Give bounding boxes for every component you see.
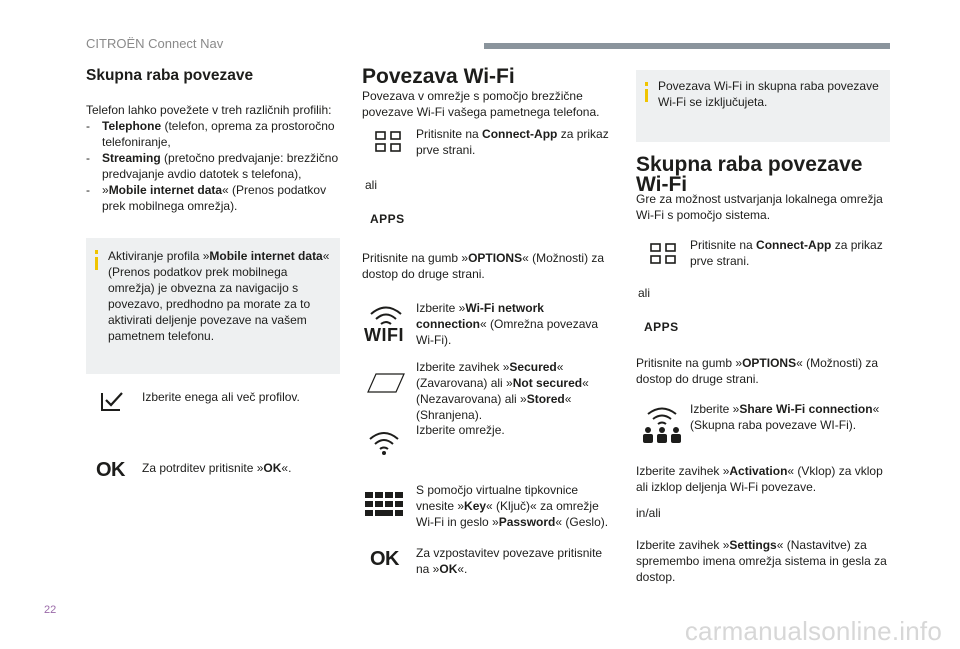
keyboard-icon <box>365 492 405 520</box>
share-wifi-icon <box>640 404 684 446</box>
apps-button-icon: APPS <box>370 212 405 226</box>
header-title: CITROËN Connect Nav <box>86 36 224 51</box>
page-number: 22 <box>44 604 57 616</box>
info-icon <box>645 82 648 86</box>
tab-parallelogram-icon <box>366 372 406 394</box>
middle-step-connect-ok: Za vzpostavitev povezave pritisnite na »OK«. <box>416 546 603 576</box>
info-note-mobile-data <box>86 238 340 374</box>
right-step-connect-app: Pritisnite na Connect-App za prikaz prve strani. <box>690 238 883 268</box>
left-intro: Telefon lahko povežete v treh različnih profilih: <box>86 103 332 117</box>
ok-icon: OK <box>96 459 125 481</box>
middle-step-connect-app: Pritisnite na Connect-App za prikaz prve strani. <box>416 127 609 157</box>
right-or-label-2: in/ali <box>636 506 661 520</box>
header-bar <box>484 43 890 49</box>
middle-step-wifi-network: Izberite »Wi-Fi network connection« (Omrežna povezava Wi-Fi). <box>416 301 599 347</box>
wifi-network-icon <box>368 430 400 456</box>
middle-heading: Povezava Wi-Fi <box>362 65 515 88</box>
profile-item-mobile-data: - »Mobile internet data« (Prenos podatkov prek mobilnega omrežja). <box>86 183 327 213</box>
step-confirm-ok: Za potrditev pritisnite »OK«. <box>142 461 292 475</box>
step-select-profiles: Izberite enega ali več profilov. <box>142 390 300 404</box>
middle-step-enter-key: S pomočjo virtualne tipkovnice vnesite »Key« (Ključ)« za omrežje Wi-Fi in geslo »Password« (Geslo). <box>416 483 609 529</box>
right-step-settings: Izberite zavihek »Settings« (Nastavitve) za spremembo imena omrežja sistema in gesla za dostop. <box>636 538 887 584</box>
wifi-icon-label: WIFI <box>364 325 404 345</box>
info-note-text: Aktiviranje profila »Mobile internet data« (Prenos podatkov prek mobilnega omrežja) je obvezna za navigacijo s povezavo, predhodno pa morate za to aktivirati deljenje povezave na vašem pametnem telefonu. <box>108 249 330 343</box>
watermark: carmanualsonline.info <box>684 616 942 646</box>
profile-item-streaming: - Streaming (pretočno predvajanje: brezžično predvajanje avdio datotek s telefona), <box>86 151 339 181</box>
apps-button-icon: APPS <box>644 320 679 334</box>
info-icon <box>95 250 98 254</box>
right-step-activation: Izberite zavihek »Activation« (Vklop) za vklop ali izklop deljenja Wi-Fi povezave. <box>636 464 883 494</box>
middle-intro: Povezava v omrežje s pomočjo brezžične povezave Wi-Fi vašega pametnega telefona. <box>362 89 600 119</box>
right-heading-line1: Skupna raba povezave <box>636 153 863 176</box>
ok-icon: OK <box>370 548 399 570</box>
info-note-text: Povezava Wi-Fi in skupna raba povezave Wi-Fi se izključujeta. <box>658 79 879 109</box>
middle-step-select-tab: Izberite zavihek »Secured« (Zavarovana) ali »Not secured« (Nezavarovana) ali »Stored« (Shranjena). <box>416 360 589 422</box>
middle-step-options: Pritisnite na gumb »OPTIONS« (Možnosti) za dostop do druge strani. <box>362 251 605 281</box>
connect-app-grid-icon <box>375 131 401 153</box>
profile-item-telephone: - Telephone (telefon, oprema za prostoročno telefoniranje, <box>86 119 335 149</box>
checkbox-check-icon <box>98 390 128 414</box>
profile-list <box>86 118 342 214</box>
right-heading-line2: Wi-Fi <box>636 173 688 196</box>
right-step-options: Pritisnite na gumb »OPTIONS« (Možnosti) za dostop do druge strani. <box>636 356 879 386</box>
right-or-label: ali <box>638 286 651 300</box>
info-note-exclusive <box>636 70 890 142</box>
right-step-share-wifi: Izberite »Share Wi-Fi connection« (Skupna raba povezave WI-Fi). <box>690 402 880 432</box>
connect-app-grid-icon <box>650 243 676 265</box>
right-intro: Gre za možnost ustvarjanja lokalnega omrežja Wi-Fi s pomočjo sistema. <box>636 192 883 222</box>
middle-step-select-network: Izberite omrežje. <box>416 423 505 437</box>
middle-or-label: ali <box>365 178 378 192</box>
left-heading: Skupna raba povezave <box>86 67 254 84</box>
